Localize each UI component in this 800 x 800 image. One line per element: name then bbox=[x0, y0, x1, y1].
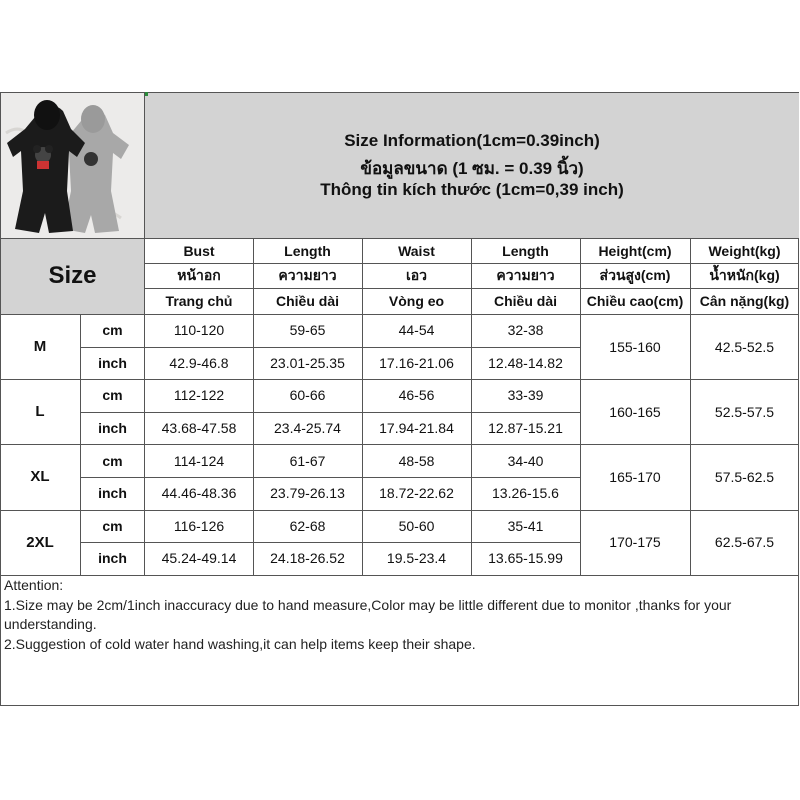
measurement-cm: 112-122 bbox=[173, 387, 225, 404]
column-header-en: Waist bbox=[398, 242, 435, 259]
measurement-inch: 13.26-15.6 bbox=[492, 485, 559, 502]
measurement-cm: 48-58 bbox=[398, 452, 435, 469]
measurement-cm: 35-41 bbox=[507, 517, 544, 534]
column-header-th: หน้าอก bbox=[177, 266, 221, 283]
column-header-th: ส่วนสูง(cm) bbox=[599, 266, 671, 283]
unit-cm-label: cm bbox=[102, 387, 123, 404]
measurement-cm: 61-67 bbox=[289, 452, 326, 469]
size-label: M bbox=[33, 338, 47, 356]
measurement-inch: 44.46-48.36 bbox=[161, 485, 237, 502]
column-header-vi: Vòng eo bbox=[388, 293, 445, 309]
measurement-cm: 44-54 bbox=[398, 322, 435, 339]
measurement-cm: 32-38 bbox=[507, 322, 544, 339]
column-header-th: เอว bbox=[405, 266, 428, 283]
title-english: Size Information(1cm=0.39inch) bbox=[344, 131, 600, 150]
measurement-inch: 23.4-25.74 bbox=[274, 420, 341, 437]
height-range: 165-170 bbox=[609, 468, 661, 485]
unit-inch-label: inch bbox=[98, 550, 127, 567]
measurement-cm: 46-56 bbox=[398, 387, 435, 404]
measurement-cm: 110-120 bbox=[173, 322, 225, 339]
measurement-cm: 33-39 bbox=[507, 387, 544, 404]
measurement-inch: 17.16-21.06 bbox=[379, 354, 454, 371]
measurement-inch: 43.68-47.58 bbox=[161, 420, 237, 437]
attention-line-2: 2.Suggestion of cold water hand washing,it can help items keep their shape. bbox=[4, 635, 476, 652]
column-header-en: Length bbox=[502, 242, 549, 259]
measurement-cm: 34-40 bbox=[507, 452, 544, 469]
measurement-inch: 17.94-21.84 bbox=[379, 420, 454, 437]
column-header-vi: Trang chủ bbox=[165, 293, 233, 309]
measurement-inch: 19.5-23.4 bbox=[386, 550, 447, 567]
measurement-inch: 24.18-26.52 bbox=[270, 550, 345, 567]
measurement-cm: 116-126 bbox=[173, 517, 225, 534]
measurement-inch: 23.79-26.13 bbox=[270, 485, 345, 502]
column-header-vi: Chiều dài bbox=[275, 293, 339, 309]
attention-notes bbox=[4, 576, 798, 654]
measurement-inch: 13.65-15.99 bbox=[488, 550, 563, 567]
column-header-vi: Chiều cao(cm) bbox=[586, 293, 684, 309]
column-header-th: ความยาว bbox=[278, 266, 337, 283]
unit-cm-label: cm bbox=[102, 452, 123, 469]
measurement-inch: 12.48-14.82 bbox=[488, 354, 563, 371]
measurement-cm: 50-60 bbox=[398, 517, 435, 534]
title-vietnamese: Thông tin kích thước (1cm=0,39 inch) bbox=[320, 180, 624, 199]
column-header-vi: Chiều dài bbox=[493, 293, 557, 309]
column-header-th: ความยาว bbox=[496, 266, 555, 283]
size-label: 2XL bbox=[26, 533, 54, 551]
weight-range: 42.5-52.5 bbox=[714, 338, 775, 355]
weight-range: 62.5-67.5 bbox=[714, 534, 775, 551]
height-range: 170-175 bbox=[609, 534, 661, 551]
unit-cm-label: cm bbox=[102, 322, 123, 339]
measurement-inch: 45.24-49.14 bbox=[161, 550, 237, 567]
unit-inch-label: inch bbox=[98, 354, 127, 371]
column-header-en: Bust bbox=[183, 242, 215, 259]
measurement-inch: 12.87-15.21 bbox=[488, 420, 563, 437]
measurement-inch: 18.72-22.62 bbox=[379, 485, 454, 502]
measurement-cm: 62-68 bbox=[289, 517, 326, 534]
weight-range: 52.5-57.5 bbox=[714, 403, 775, 420]
column-header-en: Height(cm) bbox=[598, 242, 672, 259]
product-photo bbox=[1, 93, 144, 238]
height-range: 155-160 bbox=[609, 338, 661, 355]
measurement-cm: 60-66 bbox=[289, 387, 326, 404]
column-header-vi: Cân nặng(kg) bbox=[699, 293, 790, 309]
weight-range: 57.5-62.5 bbox=[714, 468, 775, 485]
measurement-inch: 23.01-25.35 bbox=[270, 354, 345, 371]
attention-heading: Attention: bbox=[4, 577, 64, 593]
height-range: 160-165 bbox=[609, 403, 661, 420]
measurement-inch: 42.9-46.8 bbox=[169, 354, 229, 371]
unit-cm-label: cm bbox=[102, 517, 123, 534]
size-header: Size bbox=[48, 262, 97, 289]
measurement-cm: 59-65 bbox=[289, 322, 326, 339]
column-header-th: น้ำหนัก(kg) bbox=[709, 266, 780, 283]
title-thai: ข้อมูลขนาด (1 ซม. = 0.39 นิ้ว) bbox=[360, 159, 584, 178]
size-label: L bbox=[35, 403, 45, 421]
attention-line-1: 1.Size may be 2cm/1inch inaccuracy due to hand measure,Color may be little different due to monitor ,thanks for your understanding. bbox=[4, 596, 732, 632]
measurement-cm: 114-124 bbox=[173, 452, 225, 469]
romper-photo-icon bbox=[1, 93, 144, 238]
column-header-en: Length bbox=[284, 242, 331, 259]
size-label: XL bbox=[30, 468, 50, 486]
column-header-en: Weight(kg) bbox=[708, 242, 781, 259]
unit-inch-label: inch bbox=[98, 485, 127, 502]
unit-inch-label: inch bbox=[98, 420, 127, 437]
